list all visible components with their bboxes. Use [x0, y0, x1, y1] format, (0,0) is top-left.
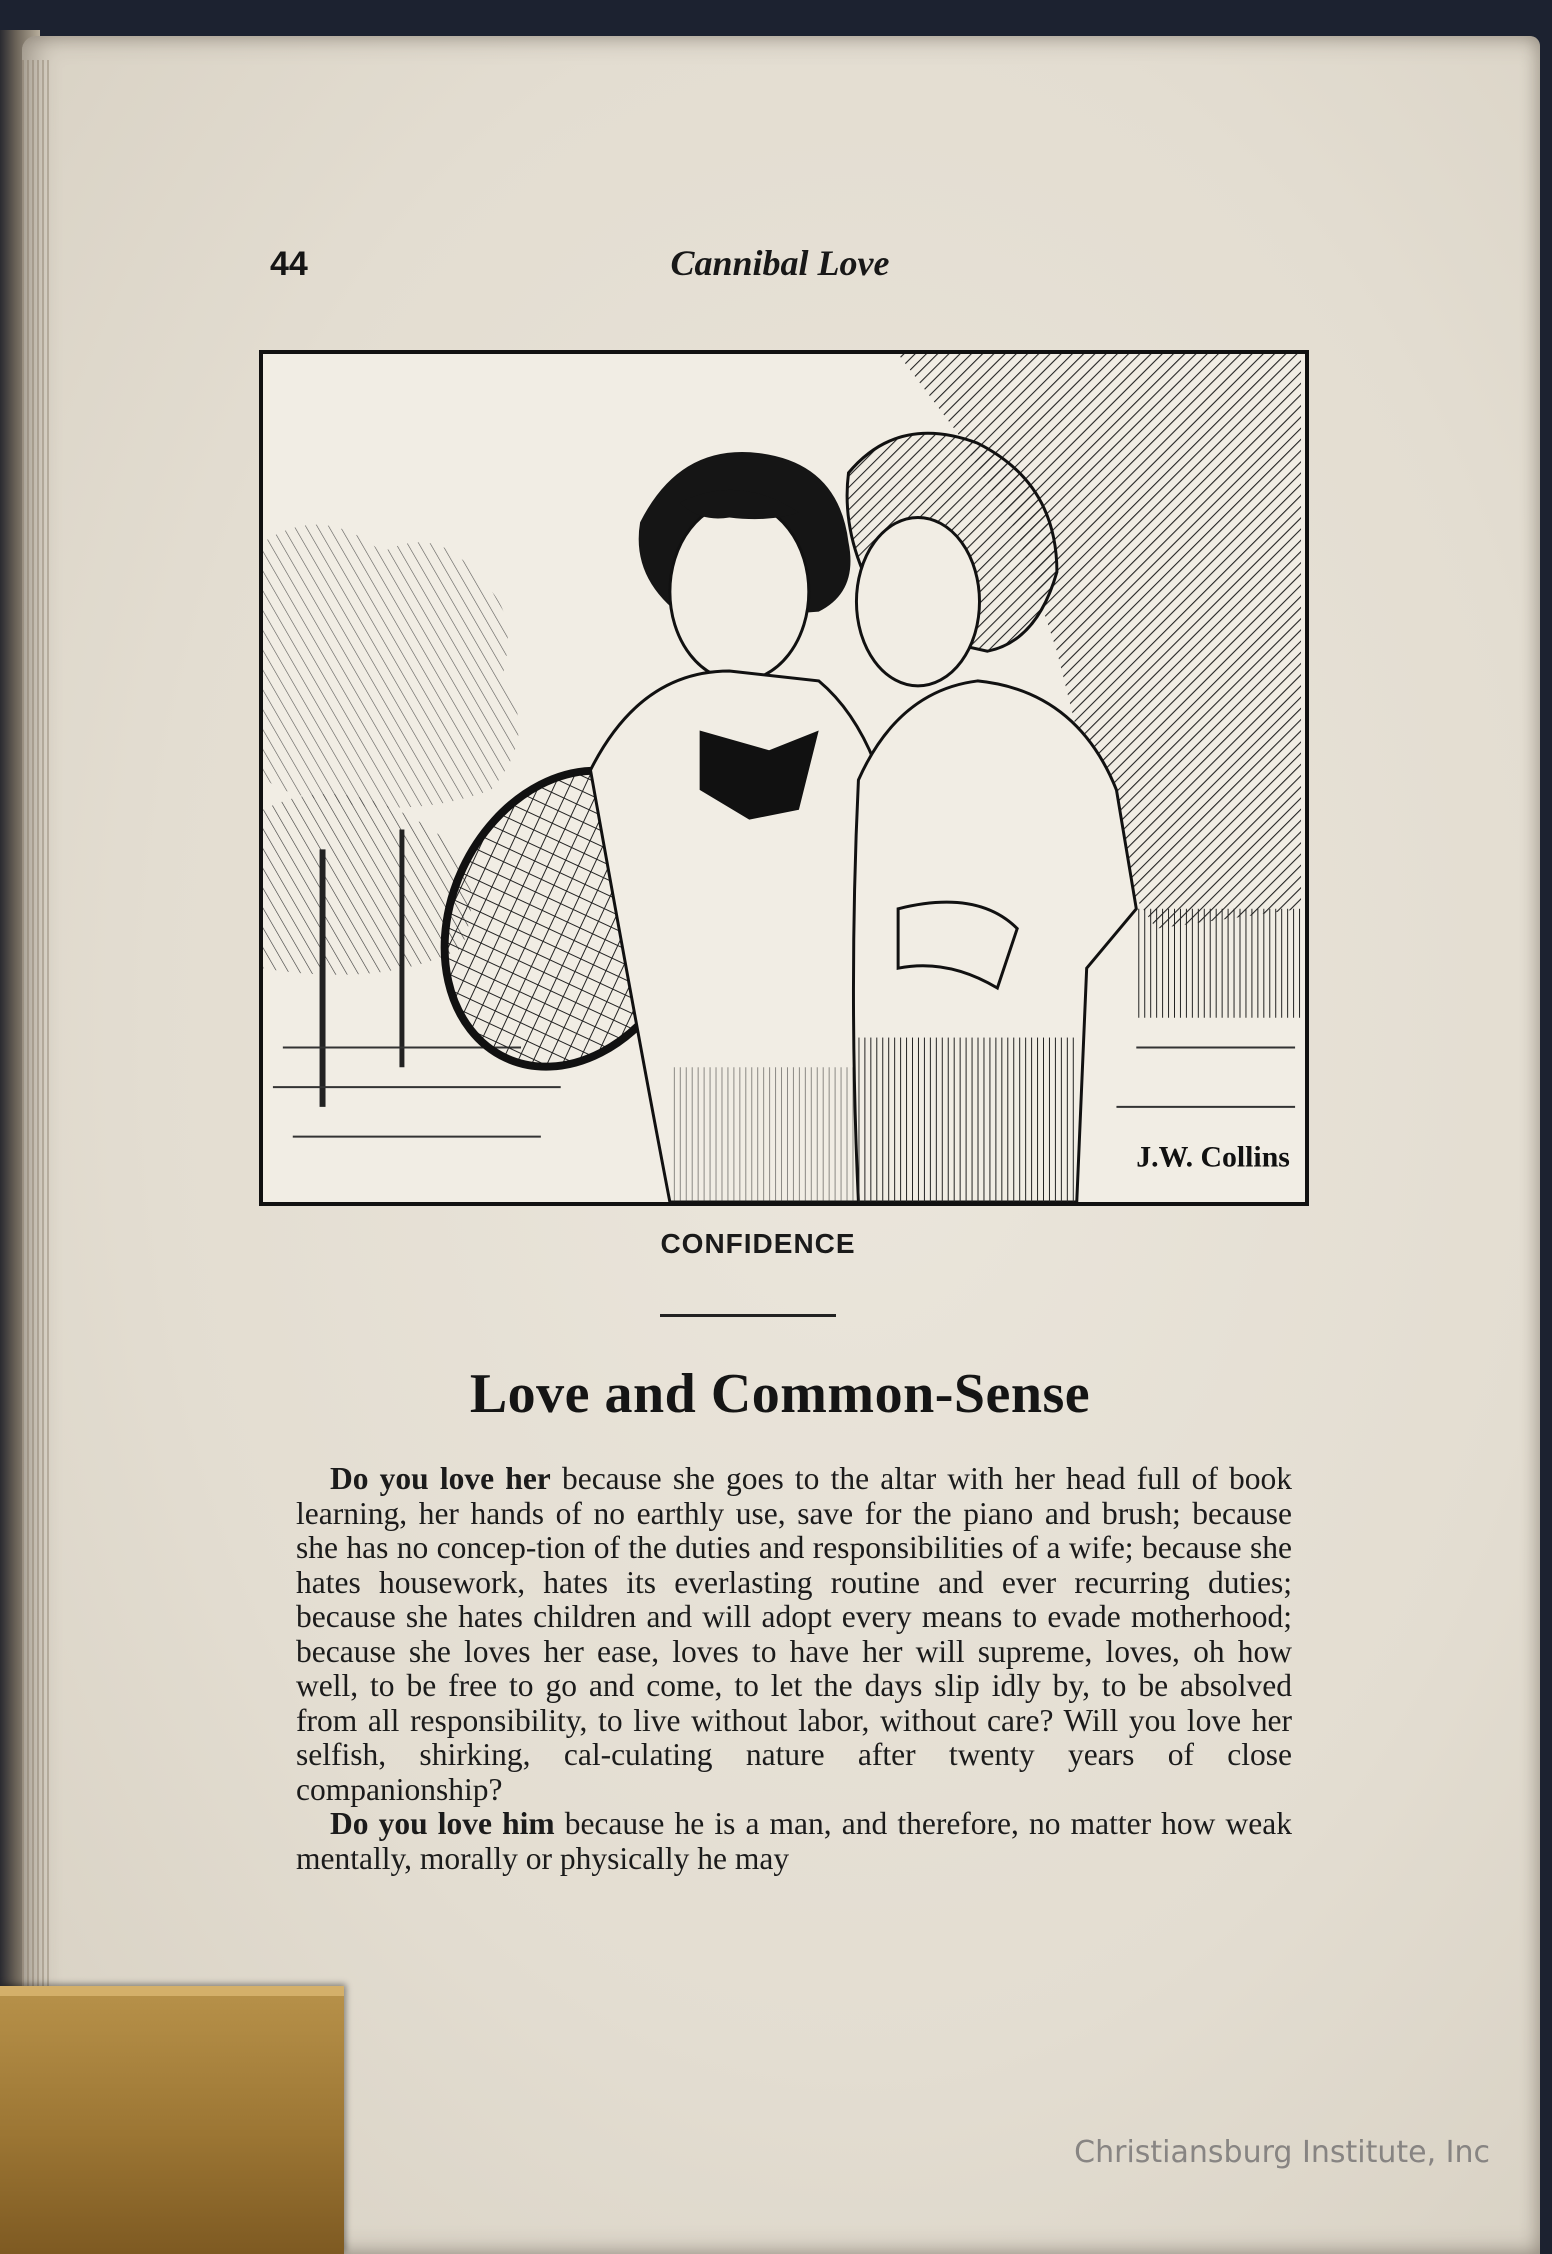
paragraph-1 — [296, 1462, 1292, 1807]
paragraph-2-text: because he is a man, and therefore, no matter how weak mentally, morally or physically he may — [296, 1806, 1292, 1876]
page-stack-edge — [22, 60, 52, 2060]
illustration-confidence — [259, 350, 1309, 1206]
paragraph-1-text: because she goes to the altar with her head full of book learning, her hands of no earthly use, save for the piano and brush; because she has no concep-tion of the duties and responsibilities of a wife; because she hates housework, hates its everlasting routine and ever recurring duties; because she hates children and will adopt every means to evade motherhood; because she loves her ease, loves to have her will supreme, loves, oh how well, to be free to go and come, to let the days slip idly by, to be absolved from all responsibility, to live without labor, without care? Will you love her selfish, shirking, cal-culating nature after twenty years of close companionship? — [296, 1461, 1292, 1807]
section-divider — [660, 1314, 836, 1317]
watermark: Christiansburg Institute, Inc — [1074, 2135, 1490, 2170]
illustration-drawing — [263, 354, 1305, 1202]
article-heading: Love and Common-Sense — [469, 1363, 1091, 1425]
illustration-caption: CONFIDENCE — [660, 1228, 856, 1259]
paragraph-1-lead: Do you love her — [330, 1461, 551, 1496]
running-title: Cannibal Love — [670, 243, 890, 283]
article-body — [296, 1462, 1292, 1876]
page-number: 44 — [270, 245, 308, 283]
paragraph-2-lead: Do you love him — [330, 1806, 555, 1841]
book-binding-corner — [0, 1986, 344, 2254]
artist-signature: J.W. Collins — [1136, 1140, 1290, 1174]
paragraph-2 — [296, 1807, 1292, 1876]
